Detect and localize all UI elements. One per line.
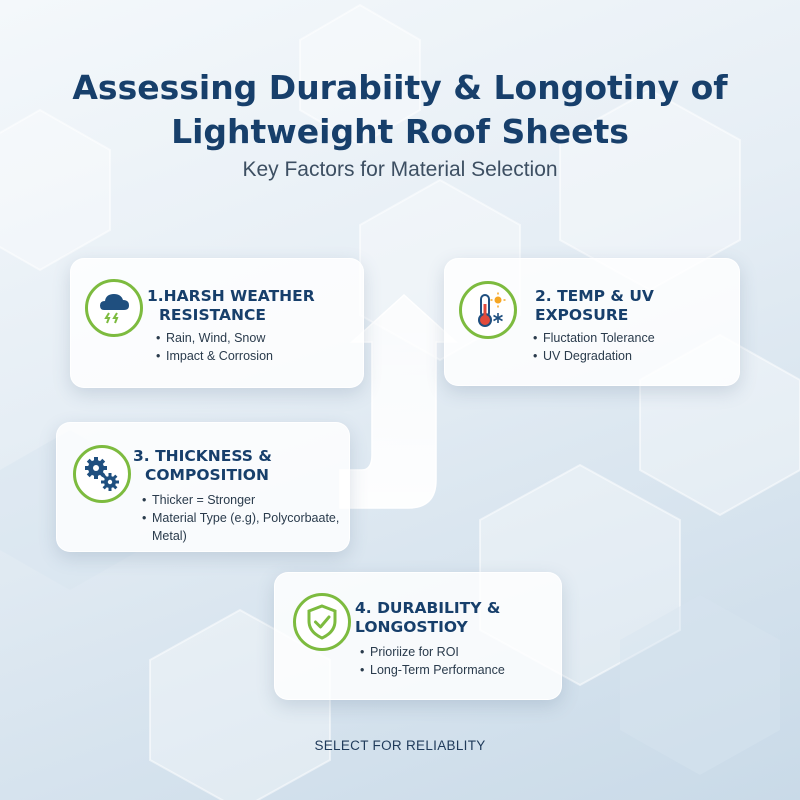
bullet-item: • Material Type (e.g), Polycorbaate,: [142, 509, 339, 527]
bullet-item: • Fluctation Tolerance: [533, 329, 655, 347]
bullet-item: • Long-Term Performance: [360, 661, 505, 679]
title-line-1: Assessing Durabiity & Longotiny of: [72, 68, 728, 107]
factor-card-weather: [70, 258, 364, 388]
gears-icon: [73, 445, 131, 503]
card-bullets: [142, 491, 339, 545]
card-heading: 2. TEMP & UV EXPOSURE: [535, 287, 654, 324]
bullet-item: • UV Degradation: [533, 347, 655, 365]
card-bullets: [360, 643, 505, 679]
card-heading: 3. THICKNESS & COMPOSITION: [133, 447, 272, 484]
factor-card-temp-uv: [444, 258, 740, 386]
card-bullets: [156, 329, 273, 365]
shield-check-icon: [293, 593, 351, 651]
bullet-item: • Impact & Corrosion: [156, 347, 273, 365]
thermometer-sun-icon: [459, 281, 517, 339]
factor-card-durability: [274, 572, 562, 700]
bullet-item: • Rain, Wind, Snow: [156, 329, 273, 347]
factor-card-thickness: [56, 422, 350, 552]
page-subtitle: Key Factors for Material Selection: [242, 158, 558, 181]
bullet-item: Metal): [152, 529, 187, 543]
card-bullets: [533, 329, 655, 365]
card-heading: 4. DURABILITY & LONGOSTIOY: [355, 599, 501, 636]
footer-tagline: SELECT FOR RELIABLITY: [314, 738, 486, 753]
bullet-item: • Thicker = Stronger: [142, 491, 339, 509]
storm-cloud-icon: [85, 279, 143, 337]
card-heading: 1.HARSH WEATHER RESISTANCE: [147, 287, 315, 324]
bullet-item: • Prioriize for ROI: [360, 643, 505, 661]
title-line-2: Lightweight Roof Sheets: [171, 112, 629, 151]
